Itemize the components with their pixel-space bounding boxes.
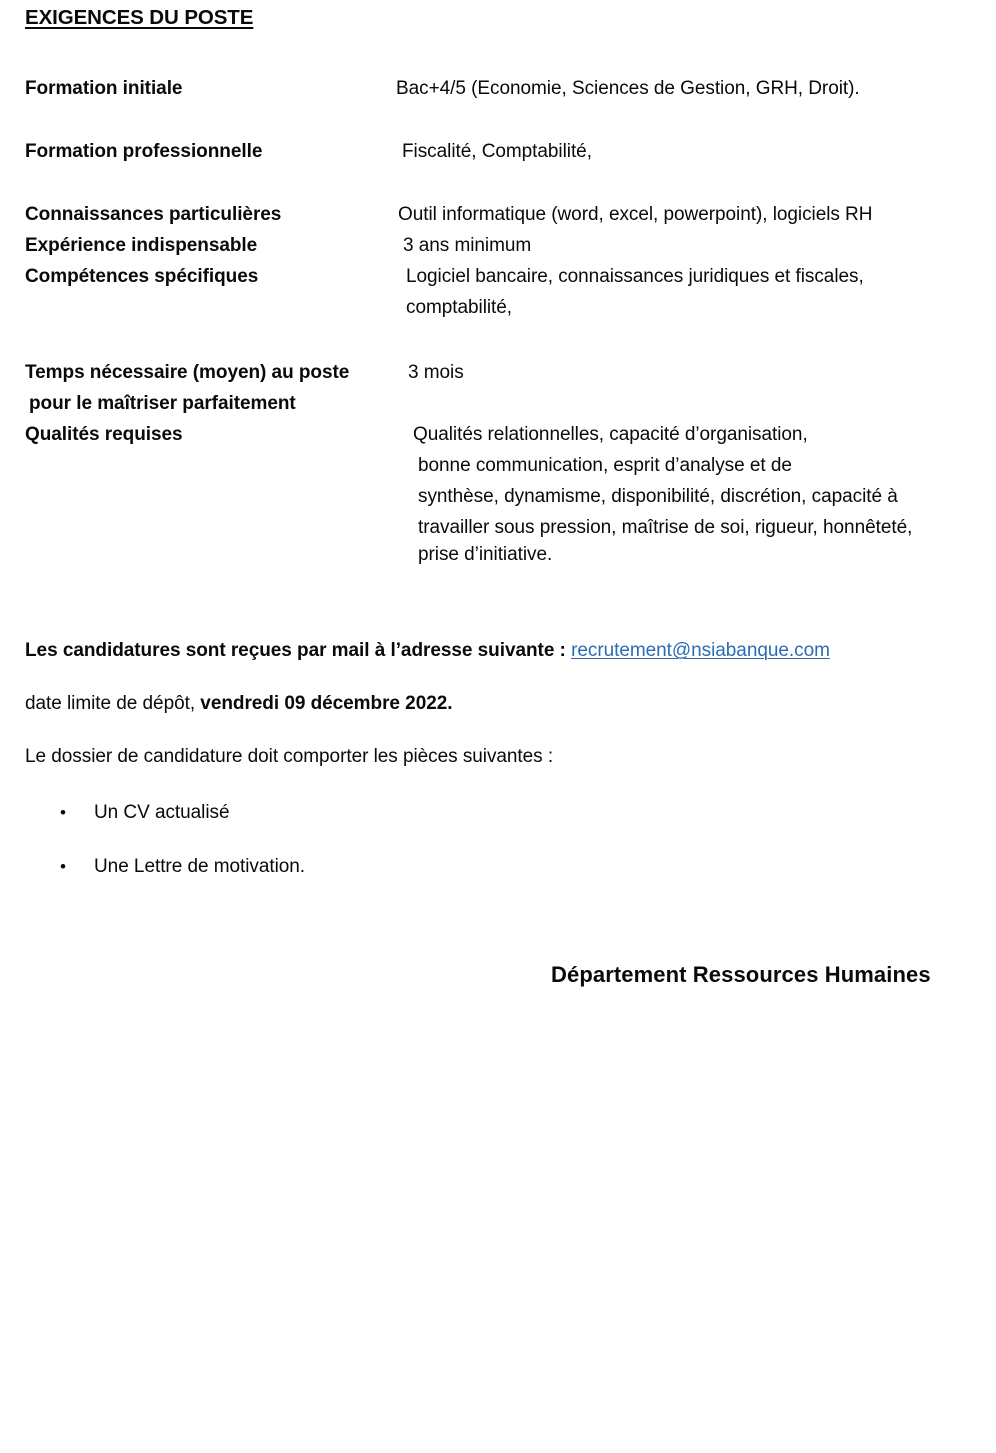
requirement-value: 3 ans minimum [403, 235, 532, 256]
requirement-label: Connaissances particulières [25, 204, 282, 225]
requirement-value: Qualités relationnelles, capacité d’organisation, [413, 424, 808, 445]
requirement-label: Expérience indispensable [25, 235, 258, 256]
list-item-label: Un CV actualisé [94, 802, 230, 823]
requirement-label: Qualités requises [25, 424, 183, 445]
recruitment-email-link[interactable]: recrutement@nsiabanque.com [571, 640, 830, 661]
requirement-value: 3 mois [408, 362, 464, 383]
requirement-value: Outil informatique (word, excel, powerpoint), logiciels RH [398, 204, 873, 225]
requirement-label: Temps nécessaire (moyen) au poste [25, 362, 350, 383]
bullet-icon: • [60, 803, 66, 822]
requirement-value-line: comptabilité, [406, 297, 513, 318]
application-email-intro: Les candidatures sont reçues par mail à l’adresse suivante : [25, 640, 566, 661]
documents-intro: Le dossier de candidature doit comporter les pièces suivantes : [25, 746, 554, 767]
page-title: EXIGENCES DU POSTE [25, 6, 254, 29]
requirement-value-line: prise d’initiative. [418, 544, 553, 565]
requirement-value-line: travailler sous pression, maîtrise de soi, rigueur, honnêteté, [418, 517, 913, 538]
requirement-value: Logiciel bancaire, connaissances juridiques et fiscales, [406, 266, 864, 287]
requirement-label: Formation initiale [25, 78, 183, 99]
list-item [60, 799, 229, 827]
list-item [60, 853, 305, 881]
requirement-label: Compétences spécifiques [25, 266, 259, 287]
bullet-icon: • [60, 857, 66, 876]
list-item-label: Une Lettre de motivation. [94, 856, 306, 877]
requirement-value: Fiscalité, Comptabilité, [402, 141, 592, 162]
deadline-date: vendredi 09 décembre 2022. [200, 693, 453, 714]
requirement-label-line: pour le maîtriser parfaitement [29, 393, 296, 414]
requirement-label: Formation professionnelle [25, 141, 263, 162]
deadline-prefix: date limite de dépôt, [25, 693, 196, 714]
requirement-value-line: synthèse, dynamisme, disponibilité, discrétion, capacité à [418, 486, 898, 507]
signature-department: Département Ressources Humaines [551, 962, 931, 987]
requirement-value: Bac+4/5 (Economie, Sciences de Gestion, GRH, Droit). [396, 78, 860, 99]
requirement-value-line: bonne communication, esprit d’analyse et de [418, 455, 792, 476]
application-email-line [25, 637, 830, 665]
application-deadline-line [25, 690, 452, 718]
